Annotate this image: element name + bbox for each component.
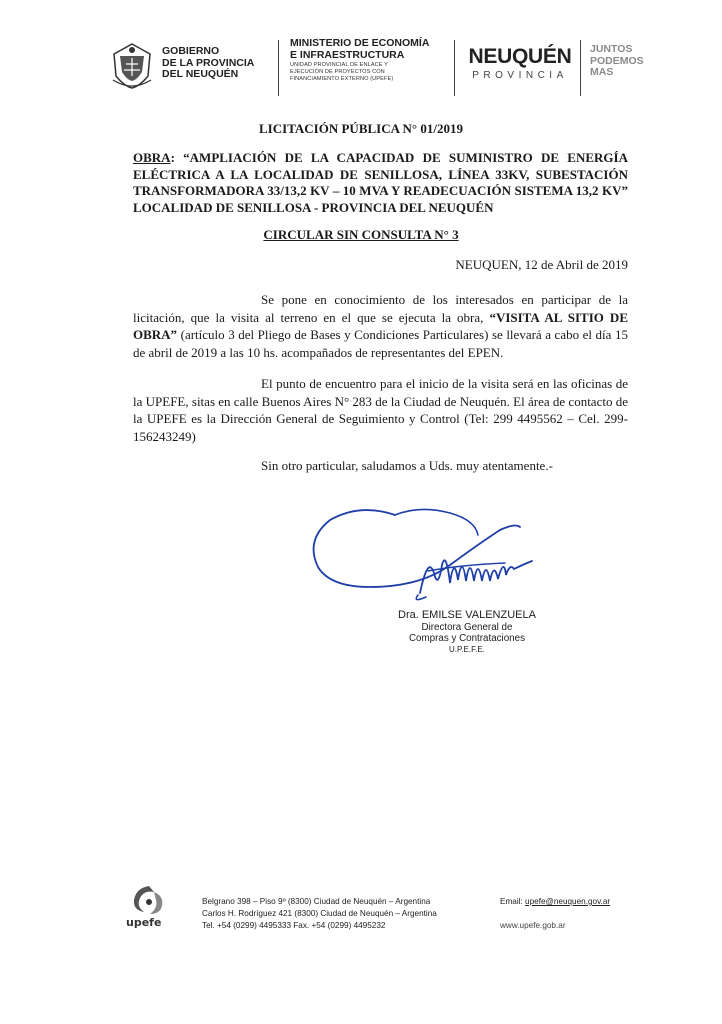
email-link[interactable]: upefe@neuquen.gov.ar — [525, 897, 611, 906]
signatory-title: Directora General de — [421, 622, 513, 633]
unit-name: UNIDAD PROVINCIAL DE ENLACE Y EJECUCIÓN DE PROYECTOS CON FINANCIAMIENTO EXTERNO (UPEFE) — [290, 62, 394, 82]
signatory-title: Compras y Contrataciones — [408, 633, 525, 644]
circular-title: CIRCULAR SIN CONSULTA N° 3 — [263, 227, 459, 242]
letterhead — [110, 38, 670, 98]
work-description — [133, 150, 628, 216]
closing-line: Sin otro particular, saludamos a Uds. muy atentamente.- — [261, 458, 553, 473]
signatory-name: Dra. EMILSE VALENZUELA — [398, 609, 536, 621]
neuquen-logo: NEUQUÉN PROVINCIA — [468, 45, 572, 81]
tender-title: LICITACIÓN PÚBLICA N° 01/2019 — [259, 121, 463, 136]
provincial-seal-icon — [110, 42, 154, 90]
government-name: GOBIERNO DE LA PROVINCIA DEL NEUQUÉN — [162, 45, 255, 80]
paragraph-meeting: El punto de encuentro para el inicio de la visita será en las oficinas de la UPEFE, sitas en calle Buenos Aires N° 283 de la Ciudad de Neuquén. El área de contacto de la UPEFE es la Dirección General de Seguimiento y Control (Tel: 299 4495562 – Cel. 299-156243249) — [133, 376, 628, 444]
document-date: NEUQUEN, 12 de Abril de 2019 — [455, 257, 628, 272]
work-label: OBRA — [133, 150, 171, 165]
work-text: : “AMPLIACIÓN DE LA CAPACIDAD DE SUMINISTRO DE ENERGÍA ELÉCTRICA A LA LOCALIDAD DE SENILLOSA, LÍNEA 33KV, SUBESTACIÓN TRANSFORMADORA 33/13,2 KV – 10 MVA Y READECUACIÓN SISTEMA 13,2 KV” LOCALIDAD DE SENILLOSA - PROVINCIA DEL NEUQUÉN — [133, 150, 628, 215]
ministry-block — [290, 38, 455, 82]
website-link[interactable]: www.upefe.gob.ar — [500, 921, 566, 930]
footer-contact: Email: upefe@neuquen.gov.ar www.upefe.gob.ar — [500, 897, 611, 930]
header-divider — [454, 40, 455, 96]
slogan: JUNTOS PODEMOS MAS — [590, 43, 644, 78]
signatory-title: U.P.E.F.E. — [449, 645, 485, 654]
signature-block — [398, 609, 536, 655]
header-divider — [278, 40, 279, 96]
upefe-logo-text: upefe — [126, 916, 162, 929]
header-divider — [580, 40, 581, 96]
visit-emphasis: “VISITA AL SITIO DE OBRA” — [133, 309, 628, 342]
footer-address: Belgrano 398 – Piso 9º (8300) Ciudad de Neuquén – Argentina Carlos H. Rodríguez 421 (8300) Ciudad de Neuquén – Argentina Tel. +54 (0299) 4495333 Fax. +54 (0299) 4495232 — [202, 897, 437, 930]
ministry-name: MINISTERIO DE ECONOMÍA E INFRAESTRUCTURA — [290, 37, 430, 61]
paragraph-visit: Se pone en conocimiento de los interesados en participar de la licitación, que la visita al terreno en el que se ejecuta la obra, “VISITA AL SITIO DE OBRA” (artículo 3 del Pliego de Bases y Condiciones Particulares) se llevará a cabo el día 15 de abril de 2019 a las 10 hs. acompañados de representantes del EPEN. — [133, 292, 628, 360]
